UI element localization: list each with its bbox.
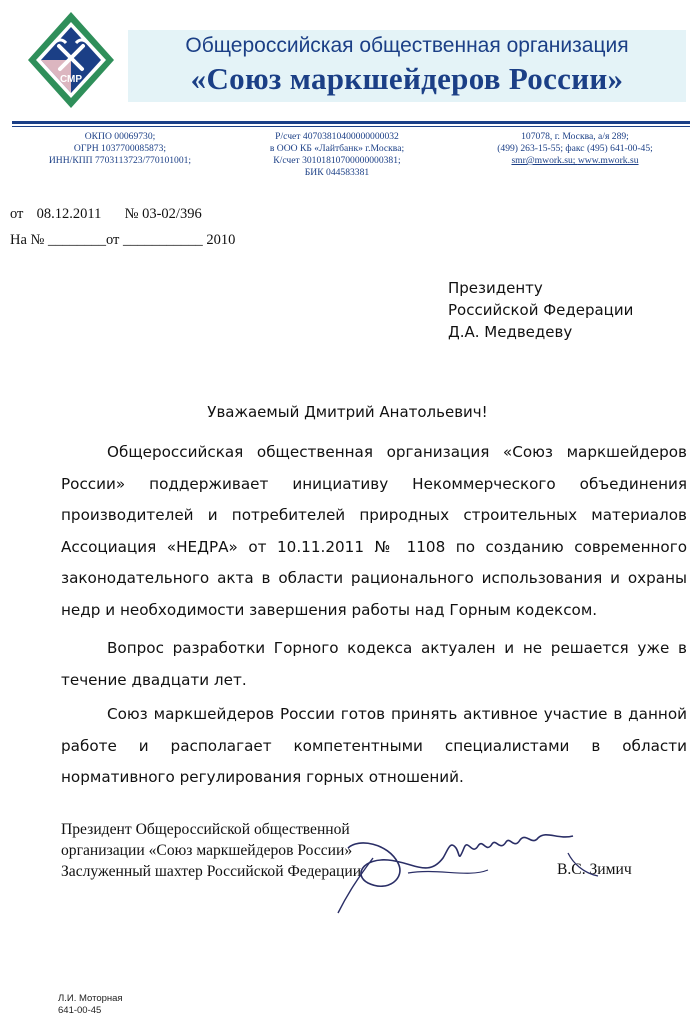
signatory-block <box>61 819 361 882</box>
header-divider-thin <box>12 126 690 127</box>
reference-number-blank: ________ <box>48 232 106 248</box>
letter-date: 08.12.2011 <box>36 206 102 222</box>
letter-date-number <box>10 206 202 223</box>
salutation: Уважаемый Дмитрий Анатольевич! <box>207 403 488 421</box>
reference-date-blank: ___________ <box>123 232 203 248</box>
recipient-title: Президенту <box>448 279 543 297</box>
okpo: ОКПО 00069730; <box>84 131 156 142</box>
postal-address: 107078, г. Москва, а/я 289; <box>521 131 629 142</box>
signatory-honorary-title: Заслуженный шахтер Российской Федерации <box>61 863 362 880</box>
correspondent-account: К/счет 30101810700000000381; <box>273 155 401 166</box>
organization-logo <box>26 10 116 110</box>
requisites-bank <box>228 131 446 179</box>
ogrn: ОГРН 1037700085873; <box>73 143 167 154</box>
header-banner <box>128 30 686 102</box>
recipient-country: Российской Федерации <box>448 301 634 319</box>
reference-from: от <box>106 232 120 248</box>
executor-name: Л.И. Моторная <box>58 993 123 1004</box>
requisites-contacts <box>458 131 692 167</box>
reference-line <box>10 232 235 249</box>
executor-phone: 641-00-45 <box>58 1005 102 1016</box>
reference-year: 2010 <box>206 232 236 248</box>
executor-footer <box>58 993 123 1017</box>
organization-type: Общероссийская общественная организация <box>185 34 629 57</box>
signatory-organization: организации «Союз маркшейдеров России» <box>61 842 353 859</box>
recipient-block <box>448 277 633 343</box>
header-divider <box>12 121 690 124</box>
website-link[interactable]: www.mwork.su <box>577 155 639 166</box>
body-paragraph-1: Общероссийская общественная организация «Союз маркшейдеров России» поддерживает инициативу Некоммерческого объединения производителей и потребителей природных строительных материалов Ассоциация «НЕДРА» от 10.11.2011 № 1108 по созданию современного законодательного акта в области рационального использования и охраны недр и необходимости завершения работы над Горным кодексом. <box>61 443 687 619</box>
inn-kpp: ИНН/КПП 7703113723/770101001; <box>48 155 192 166</box>
signatory-name: В.С. Зимич <box>557 861 632 878</box>
phone-fax: (499) 263-15-55; факс (495) 641-00-45; <box>497 143 653 154</box>
handwritten-signature <box>318 818 618 918</box>
organization-name: «Союз маркшейдеров России» <box>190 61 624 96</box>
settlement-account: Р/счет 40703810400000000032 <box>275 131 399 142</box>
body-paragraph-3: Союз маркшейдеров России готов принять активное участие в данной работе и располагает компетентными специалистами в области нормативного регулирования горных отношений. <box>61 705 687 787</box>
email-link[interactable]: smr@mwork.su; <box>511 155 578 166</box>
bik: БИК 044583381 <box>304 167 370 178</box>
requisites-codes <box>20 131 220 167</box>
signatory-position: Президент Общероссийской общественной <box>61 821 350 838</box>
bank-name: в ООО КБ «Лайтбанк» г.Москва; <box>269 143 405 154</box>
logo-text: СМР <box>59 74 83 85</box>
recipient-name: Д.А. Медведеву <box>448 323 573 341</box>
reference-prefix: На № <box>10 232 45 248</box>
date-prefix: от <box>10 206 24 222</box>
body-paragraph-2: Вопрос разработки Горного кодекса актуален и не решается уже в течение двадцати лет. <box>61 639 687 689</box>
letter-number: № 03-02/396 <box>124 206 202 222</box>
